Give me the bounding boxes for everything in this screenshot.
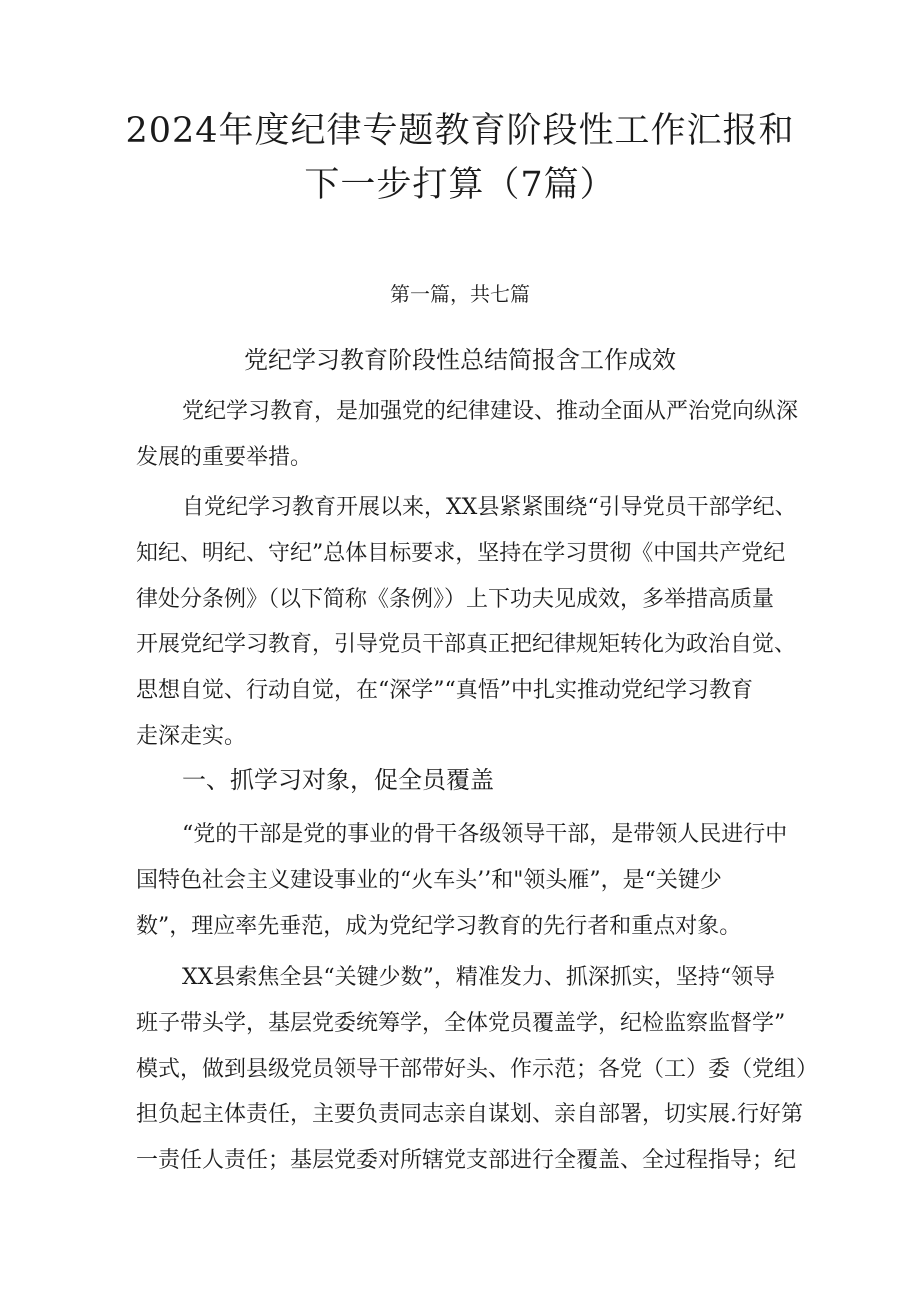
- section-heading: 一、抓学习对象，促全员覆盖: [182, 766, 494, 794]
- document-title-line-2: 下一步打算（7篇）: [304, 165, 616, 205]
- paragraph-line: 党纪学习教育，是加强党的纪律建设、推动全面从严治党向纵深: [182, 399, 799, 424]
- paragraph-line: 走深走实。: [136, 723, 247, 749]
- part-label: 第一篇，共七篇: [390, 282, 530, 306]
- paragraph-line: 律处分条例》（以下简称《条例》）上下功夫见成效，多举措高质量: [136, 586, 775, 612]
- paragraph-line: 思想自觉、行动自觉，在“深学”“真悟”中扎实推动党纪学习教育: [136, 678, 753, 704]
- paragraph-line: 担负起主体责任，主要负责同志亲自谋划、亲自部署，切实展.行好第: [136, 1102, 803, 1128]
- paragraph-line: 国特色社会主义建设事业的“火车头’’和"领头雁”，是“关键少: [136, 867, 722, 893]
- paragraph-line: 数”，理应率先垂范，成为党纪学习教育的先行者和重点对象。: [136, 913, 742, 939]
- section-paragraph-2: [136, 955, 819, 1184]
- paragraph-line: XX县索焦全县“关键少数”，精准发力、抓深抓实，坚持“领导: [182, 965, 776, 990]
- paragraph-line: 知纪、明纪、守纪”总体目标要求，坚持在学习贯彻《中国共产党纪: [136, 540, 786, 566]
- document-title-line-1: 2024年度纪律专题教育阶段性工作汇报和: [125, 111, 795, 151]
- paragraph-line: 班子带头学，基层党委统筹学，全体党员覆盖学，纪检监察监督学”: [136, 1010, 786, 1036]
- paragraph-line: 一责任人责任；基层党委对所辖党支部进行全覆盖、全过程指导；纪: [136, 1148, 797, 1174]
- section-paragraph-1: [136, 812, 796, 949]
- paragraph-line: 开展党纪学习教育，引导党员干部真正把纪律规矩转化为政治自觉、: [136, 632, 797, 658]
- paragraph-line: 自党纪学习教育开展以来，XX县紧紧围绕“引导党员干部学纪、: [182, 495, 797, 520]
- article-subtitle: 党纪学习教育阶段性总结简报含工作成效: [244, 346, 676, 374]
- paragraph-2: [136, 485, 796, 760]
- paragraph-line: “党的干部是党的事业的骨干各级领导干部，是带领人民进行中: [182, 822, 788, 847]
- paragraph-1: [136, 389, 799, 481]
- paragraph-line: 模式，做到县级党员领导干部带好头、作示范；各党（工）委（党组）: [136, 1056, 819, 1082]
- paragraph-line: 发展的重要举措。: [136, 444, 313, 470]
